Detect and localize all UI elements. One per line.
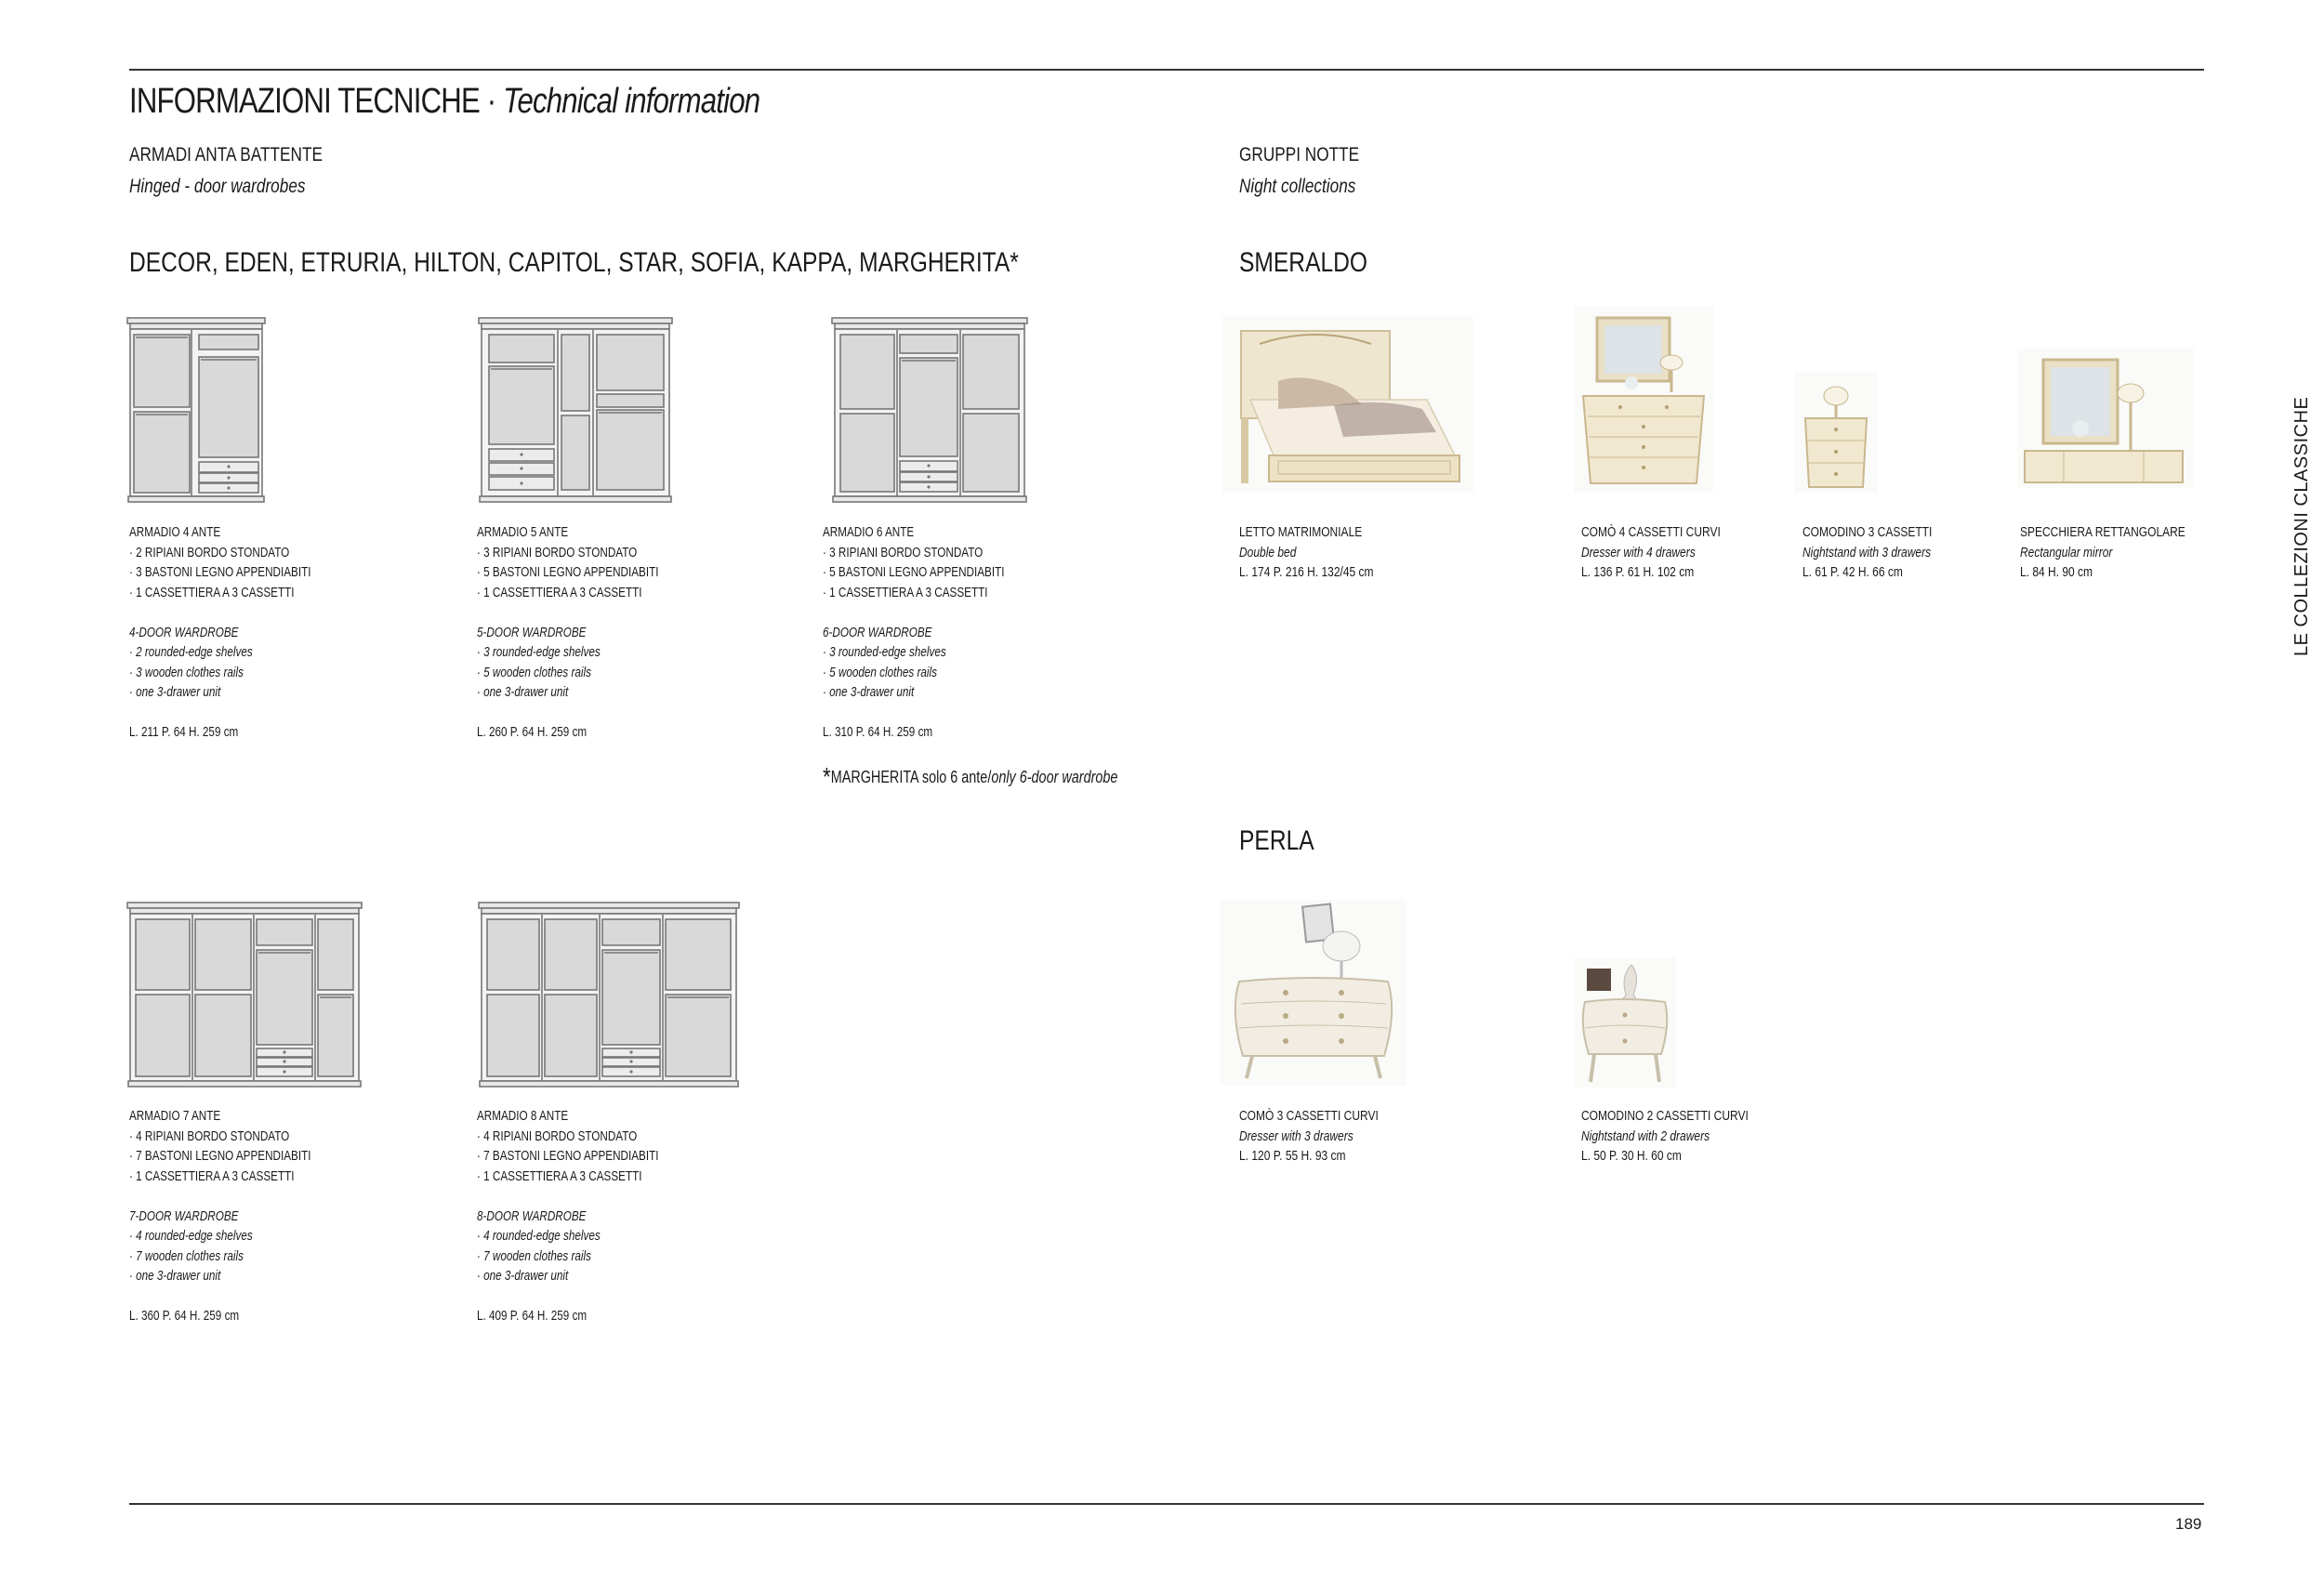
perla-dresser-label: COMÒ 3 CASSETTI CURVI Dresser with 3 drawers L. 120 P. 55 H. 93 cm [1239, 1108, 1379, 1164]
smeraldo-nightstand-label: COMODINO 3 CASSETTI Nightstand with 3 drawers L. 61 P. 42 H. 66 cm [1802, 524, 1933, 580]
wardrobe-4-spec: ARMADIO 4 ANTE · 2 RIPIANI BORDO STONDATO · 3 BASTONI LEGNO APPENDIABITI · 1 CASSETTIERA A 3 CASSETTI 4-DOOR WARDROBE · 2 rounded-edge shelves · 3 wooden clothes rails · one 3-drawer unit L. 211 P. 64 H. 259 cm [129, 524, 311, 740]
perla-dresser-image [1221, 900, 1406, 1086]
wardrobe-8-door-drawing [478, 902, 740, 1088]
smeraldo-mirror-image [2017, 349, 2194, 488]
perla-heading: PERLA [1239, 825, 1314, 856]
right-category: GRUPPI NOTTE Night collections [1239, 144, 1360, 197]
smeraldo-mirror-label: SPECCHIERA RETTANGOLARE Rectangular mirror L. 84 H. 90 cm [2020, 524, 2185, 580]
smeraldo-bed-image [1222, 316, 1473, 493]
smeraldo-dresser-label: COMÒ 4 CASSETTI CURVI Dresser with 4 drawers L. 136 P. 61 H. 102 cm [1581, 524, 1721, 580]
wardrobe-5-door-drawing [478, 317, 673, 503]
bottom-rule [129, 1503, 2204, 1505]
wardrobe-7-spec: ARMADIO 7 ANTE · 4 RIPIANI BORDO STONDATO · 7 BASTONI LEGNO APPENDIABITI · 1 CASSETTIERA A 3 CASSETTI 7-DOOR WARDROBE · 4 rounded-edge shelves · 7 wooden clothes rails · one 3-drawer unit L. 360 P. 64 H. 259 cm [129, 1108, 311, 1324]
wardrobe-6-spec: ARMADIO 6 ANTE · 3 RIPIANI BORDO STONDATO · 5 BASTONI LEGNO APPENDIABITI · 1 CASSETTIERA A 3 CASSETTI 6-DOOR WARDROBE · 3 rounded-edge shelves · 5 wooden clothes rails · one 3-drawer unit L. 310 P. 64 H. 259 cm [823, 524, 1005, 740]
wardrobe-8-spec: ARMADIO 8 ANTE · 4 RIPIANI BORDO STONDATO · 7 BASTONI LEGNO APPENDIABITI · 1 CASSETTIERA A 3 CASSETTI 8-DOOR WARDROBE · 4 rounded-edge shelves · 7 wooden clothes rails · one 3-drawer unit L. 409 P. 64 H. 259 cm [477, 1108, 659, 1324]
page-number: 189 [2175, 1515, 2202, 1533]
collections-heading: DECOR, EDEN, ETRURIA, HILTON, CAPITOL, STAR, SOFIA, KAPPA, MARGHERITA* [129, 247, 1019, 278]
smeraldo-dresser-image [1574, 307, 1713, 493]
wardrobe-6-door-drawing [831, 317, 1028, 503]
left-category: ARMADI ANTA BATTENTE Hinged - door wardrobes [129, 144, 323, 197]
page-title: INFORMAZIONI TECNICHE · Technical information [129, 82, 760, 121]
wardrobe-5-spec: ARMADIO 5 ANTE · 3 RIPIANI BORDO STONDATO · 5 BASTONI LEGNO APPENDIABITI · 1 CASSETTIERA A 3 CASSETTI 5-DOOR WARDROBE · 3 rounded-edge shelves · 5 wooden clothes rails · one 3-drawer unit L. 260 P. 64 H. 259 cm [477, 524, 659, 740]
top-rule [129, 69, 2204, 71]
smeraldo-bed-label: LETTO MATRIMONIALE Double bed L. 174 P. 216 H. 132/45 cm [1239, 524, 1374, 580]
margherita-note: *MARGHERITA solo 6 ante/only 6-door wardrobe [823, 762, 1118, 791]
sidebar-section-label: LE COLLEZIONI CLASSICHE [2291, 396, 2312, 656]
perla-nightstand-image [1574, 957, 1676, 1088]
smeraldo-nightstand-image [1794, 372, 1878, 493]
perla-nightstand-label: COMODINO 2 CASSETTI CURVI Nightstand with 2 drawers L. 50 P. 30 H. 60 cm [1581, 1108, 1749, 1164]
smeraldo-heading: SMERALDO [1239, 247, 1368, 278]
wardrobe-7-door-drawing [126, 902, 363, 1088]
wardrobe-4-door-drawing [126, 317, 266, 503]
